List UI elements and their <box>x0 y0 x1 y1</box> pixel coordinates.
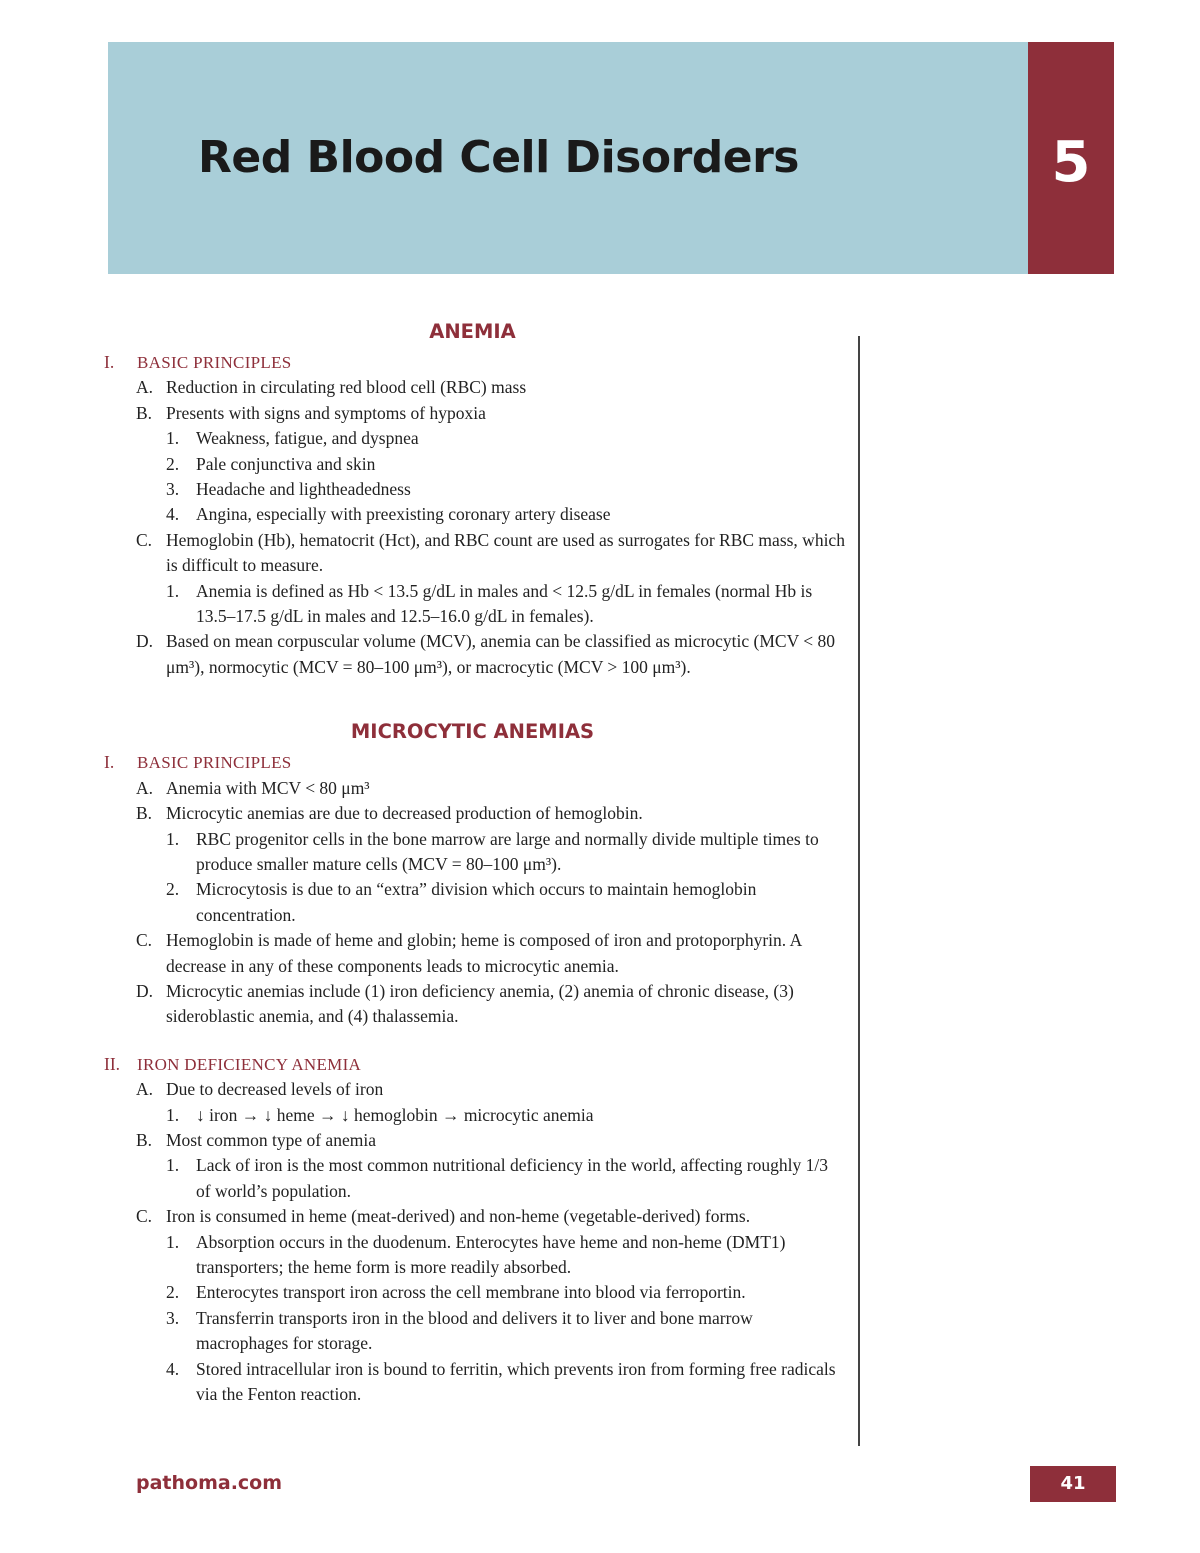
outline-roman-item <box>100 350 845 375</box>
outline-text: Pale conjunctiva and skin <box>196 453 376 474</box>
section-heading-microcytic-anemias: MICROCYTIC ANEMIAS <box>350 720 595 744</box>
outline-text: Angina, especially with preexisting coronary artery disease <box>196 504 611 525</box>
outline-text: Stored intracellular iron is bound to ferritin, which prevents iron from forming free radicals via the Fenton reaction. <box>196 1358 836 1405</box>
outline-text: Presents with signs and symptoms of hypoxia <box>166 402 486 423</box>
outline-letter-item <box>100 375 845 400</box>
outline-marker: C. <box>136 1206 153 1227</box>
footer-website: pathoma.com <box>136 1472 283 1494</box>
outline-letter-item <box>100 1077 845 1102</box>
outline-text: Weakness, fatigue, and dyspnea <box>196 428 419 449</box>
subsection-title: IRON DEFICIENCY ANEMIA <box>137 1054 362 1074</box>
outline-text: Transferrin transports iron in the blood and delivers it to liver and bone marrow macrophages for storage. <box>196 1307 753 1354</box>
outline-text: Iron is consumed in heme (meat-derived) and non-heme (vegetable-derived) forms. <box>166 1206 751 1227</box>
outline-marker: 3. <box>166 479 180 500</box>
outline-marker: B. <box>136 803 153 824</box>
outline-text: Microcytosis is due to an “extra” division which occurs to maintain hemoglobin concentration. <box>196 879 757 925</box>
outline-number-item <box>100 477 845 502</box>
outline-marker: 3. <box>166 1307 180 1328</box>
outline-marker: B. <box>136 402 153 423</box>
outline-marker: B. <box>136 1129 153 1150</box>
outline-number-item <box>100 1153 845 1204</box>
margin-change-bar <box>858 336 860 1446</box>
outline-roman-item <box>100 1052 845 1077</box>
outline-marker: 4. <box>166 1358 180 1379</box>
outline-marker: 1. <box>166 1155 180 1176</box>
outline-marker: II. <box>104 1053 121 1074</box>
outline-text: Absorption occurs in the duodenum. Enterocytes have heme and non-heme (DMT1) transporters; the heme form is more readily absorbed. <box>196 1231 786 1277</box>
outline-marker: 1. <box>166 580 180 601</box>
outline-text: RBC progenitor cells in the bone marrow are large and normally divide multiple times to produce smaller mature cells (MCV = 80–100 μm³). <box>196 828 819 874</box>
outline-letter-item <box>100 1128 845 1153</box>
outline-number-item <box>100 877 845 928</box>
outline-marker: 1. <box>166 828 180 849</box>
outline-marker: A. <box>136 1079 154 1100</box>
chapter-number: 5 <box>1051 130 1091 195</box>
outline-marker: 2. <box>166 453 180 474</box>
outline-marker: 2. <box>166 1282 180 1303</box>
subsection-title: BASIC PRINCIPLES <box>137 753 292 773</box>
outline-number-item <box>100 1357 845 1408</box>
outline-roman-item <box>100 750 845 775</box>
outline-text: Enterocytes transport iron across the cell membrane into blood via ferroportin. <box>196 1282 746 1303</box>
outline-text: Microcytic anemias are due to decreased production of hemoglobin. <box>166 803 643 824</box>
outline-marker: I. <box>104 752 115 773</box>
outline-number-item <box>100 579 845 630</box>
section-heading-anemia: ANEMIA <box>429 320 516 343</box>
outline-number-item <box>100 426 845 451</box>
outline-letter-item <box>100 801 845 826</box>
outline-text: Based on mean corpuscular volume (MCV), anemia can be classified as microcytic (MCV < 80 μm³), normocytic (MCV = 80–100 μm³), or macrocytic (MCV > 100 μm³). <box>166 631 836 677</box>
page-body <box>100 318 845 1407</box>
outline-marker: I. <box>104 352 115 372</box>
outline-letter-item <box>100 528 845 579</box>
outline-text: Headache and lightheadedness <box>196 479 411 500</box>
outline-marker: C. <box>136 930 153 951</box>
outline-text: Hemoglobin is made of heme and globin; heme is composed of iron and protoporphyrin. A decrease in any of these components leads to microcytic anemia. <box>166 930 802 976</box>
outline-marker: D. <box>136 631 154 652</box>
outline-marker: C. <box>136 529 153 550</box>
outline-text: Lack of iron is the most common nutritional deficiency in the world, affecting roughly 1/3 of world’s population. <box>196 1155 828 1201</box>
outline-letter-item <box>100 1204 845 1229</box>
outline-letter-item <box>100 776 845 801</box>
outline-text: Reduction in circulating red blood cell (RBC) mass <box>166 377 527 398</box>
outline-number-item <box>100 502 845 527</box>
outline-number-item <box>100 827 845 878</box>
outline-marker: D. <box>136 980 154 1001</box>
outline-text: Due to decreased levels of iron <box>166 1079 384 1100</box>
outline-marker: 1. <box>166 1104 180 1125</box>
outline-number-item <box>100 1280 845 1305</box>
subsection-title: BASIC PRINCIPLES <box>137 353 292 372</box>
page-number: 41 <box>1030 1466 1116 1502</box>
chapter-number-tab <box>1028 42 1114 274</box>
outline-marker: A. <box>136 377 154 398</box>
outline-text: Hemoglobin (Hb), hematocrit (Hct), and RBC count are used as surrogates for RBC mass, which is difficult to measure. <box>166 529 845 576</box>
outline-marker: 1. <box>166 428 180 449</box>
outline-text: ↓ iron → ↓ heme → ↓ hemoglobin → microcytic anemia <box>196 1104 594 1125</box>
outline-number-item <box>100 1230 845 1281</box>
outline-number-item <box>100 1306 845 1357</box>
outline-marker: 1. <box>166 1231 180 1252</box>
outline-number-item <box>100 1103 845 1128</box>
outline-marker: 2. <box>166 879 180 900</box>
outline-number-item <box>100 452 845 477</box>
outline-text: Anemia with MCV < 80 μm³ <box>166 777 370 798</box>
chapter-title: Red Blood Cell Disorders <box>198 132 799 183</box>
outline-letter-item <box>100 979 845 1030</box>
outline-marker: 4. <box>166 504 180 525</box>
outline-letter-item <box>100 928 845 979</box>
outline-marker: A. <box>136 777 154 798</box>
outline-text: Anemia is defined as Hb < 13.5 g/dL in males and < 12.5 g/dL in females (normal Hb is 13.5–17.5 g/dL in males and 12.5–16.0 g/dL in females). <box>196 580 813 627</box>
outline-text: Most common type of anemia <box>166 1129 376 1150</box>
outline-letter-item <box>100 401 845 426</box>
outline-letter-item <box>100 629 845 680</box>
outline-text: Microcytic anemias include (1) iron deficiency anemia, (2) anemia of chronic disease, (3) sideroblastic anemia, and (4) thalassemia. <box>166 980 794 1027</box>
